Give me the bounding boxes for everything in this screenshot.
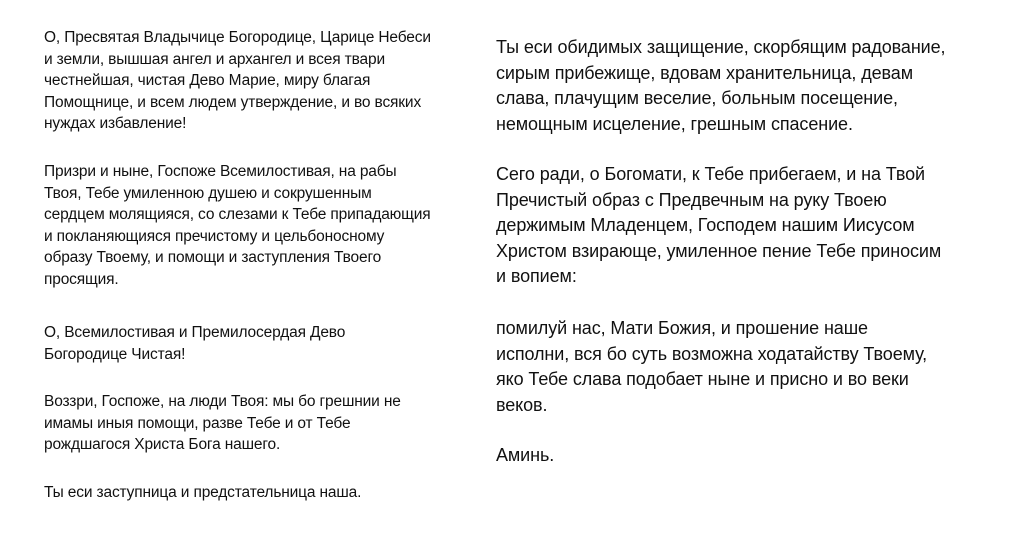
left-prayer-column (0, 0, 500, 533)
prayer-paragraph: помилуй нас, Мати Божия, и прошение наше исполни, вся бо суть возможна ходатайству Твоему, яко Тебе слава подобает ныне и присно и во веки веков. (496, 318, 928, 415)
prayer-paragraph: Ты еси заступница и предстательница наша. (44, 484, 362, 501)
prayer-paragraph: Воззри, Госпоже, на люди Твоя: мы бо грешнии не имамы иныя помощи, разве Тебе и от Тебе рождшагося Христа Бога нашего. (44, 393, 401, 454)
right-prayer-column (490, 0, 1021, 533)
prayer-paragraph: Призри и ныне, Госпоже Всемилостивая, на рабы Твоя, Тебе умиленною душею и сокрушенным сердцем молящияся, со слезами к Тебе припадающия и покланяющияся пречистому и цельбоносному образу Твоему, и помощи и заступления Твоего просящия. (44, 163, 431, 288)
prayer-paragraph: О, Пресвятая Владычице Богородице, Царице Небеси и земли, вышшая ангел и архангел и всея твари честнейшая, чистая Дево Марие, миру благая Помощнице, и всем людем утверждение, и во всяких нуждах избавление! (44, 29, 431, 133)
prayer-paragraph: Аминь. (496, 445, 555, 465)
prayer-paragraph: Ты еси обидимых защищение, скорбящим радование, сирым прибежище, вдовам хранительница, девам слава, плачущим веселие, больным посещение, немощным исцеление, грешным спасение. (496, 37, 946, 134)
prayer-paragraph: Сего ради, о Богомати, к Тебе прибегаем, и на Твой Пречистый образ с Предвечным на руку Твоею держимым Младенцем, Господем нашим Иисусом Христом взирающе, умиленное пение Тебе приносим и вопием: (496, 164, 942, 286)
prayer-paragraph: О, Всемилостивая и Премилосердая Дево Богородице Чистая! (44, 324, 346, 363)
